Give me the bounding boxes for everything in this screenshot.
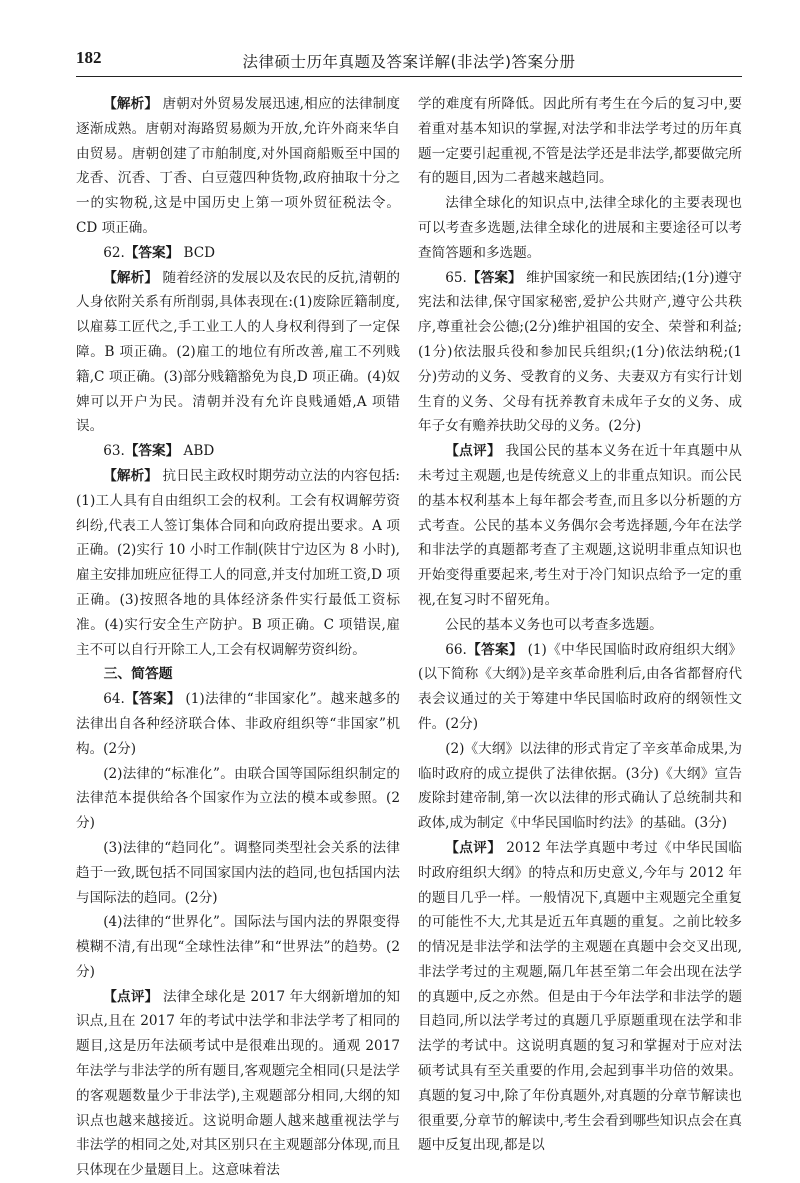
answer-label: 【答案】 [466, 641, 523, 658]
comment-label: 【点评】 [445, 839, 502, 856]
question-number: 65. [445, 269, 467, 286]
analysis-text: 随着经济的发展以及农民的反抗,清朝的人身依附关系有所削弱,具体表现在:(1)废除匠籍制度,以雇募工匠代之,手工业工人的人身权利得到了一定保障。B 项正确。(2)雇工的地位有所改善,雇工不列贱籍,C 项正确。(3)部分贱籍豁免为良,D 项正确。(4)奴婢可以开户为民。清朝并没有允许良贱通婚,A 项错误。 [76, 269, 400, 435]
comment-65 [418, 439, 742, 613]
comment-text: 2012 年法学真题中考过《中华民国临时政府组织大纲》的特点和历史意义,今年与 2012 年的题目几乎一样。一般情况下,真题中主观题完全重复的可能性不大,尤其是近五年真题的重复。之前比较多的情况是非法学和法学的主观题在真题中会交叉出现,非法学考过的主观题,隔几年甚至第二年会出现在法学的真题中,反之亦然。但是由于今年法学和非法学的题目趋同,所以法学考过的真题几乎原题重现在法学和非法学的考试中。这说明真题的复习和掌握对于应对法硕考试具有至关重要的作用,会起到事半功倍的效果。真题的复习中,除了年份真题外,对真题的分章节解读也很重要,分章节的解读中,考生会看到哪些知识点会在真题中反复出现,都是以 [418, 839, 742, 1154]
answer-66 [418, 638, 742, 737]
analysis-62 [76, 266, 400, 440]
page-number: 182 [76, 48, 102, 67]
comment-64-extra: 法律全球化的知识点中,法律全球化的主要表现也可以考查多选题,法律全球化的进展和主要途径可以考查简答题和多选题。 [418, 195, 742, 261]
left-column [76, 92, 400, 1183]
answer-label: 【答案】 [124, 691, 181, 708]
answer-label: 【答案】 [466, 269, 522, 286]
answer-65 [418, 266, 742, 440]
answer-63 [76, 439, 400, 464]
question-number: 64. [103, 691, 125, 708]
analysis-63 [76, 464, 400, 662]
answer-label: 【答案】 [124, 443, 180, 460]
right-column [418, 92, 742, 1158]
answer-66-point-2: (2)《大纲》以法律的形式肯定了辛亥革命成果,为临时政府的成立提供了法律依据。(3分)《大纲》宣告废除封建帝制,第一次以法律的形式确认了总统制共和政体,成为制定《中华民国临时约法》的基础。(3分) [418, 740, 742, 832]
question-number: 66. [445, 641, 467, 658]
comment-65-extra: 公民的基本义务也可以考查多选题。 [445, 616, 663, 633]
page-header [76, 44, 742, 77]
answer-64-point-3: (3)法律的“趋同化”。调整同类型社会关系的法律趋于一致,既包括不同国家国内法的趋同,也包括国内法与国际法的趋同。(2分) [76, 839, 400, 906]
analysis-text: 唐朝对外贸易发展迅速,相应的法律制度逐渐成熟。唐朝对海路贸易颇为开放,允许外商来华自由贸易。唐朝创建了市舶制度,对外国商船贩至中国的龙香、沉香、丁香、白豆蔻四种货物,政府抽取十分之一的实物税,这是中国历史上第一项外贸征税法令。CD 项正确。 [76, 96, 400, 236]
answer-text: (1)法律的“非国家化”。越来越多的法律出自各种经济联合体、非政府组织等“非国家”机构。(2分) [76, 691, 400, 757]
comment-label: 【点评】 [445, 443, 501, 460]
answer-62 [76, 241, 400, 266]
analysis-label: 【解析】 [103, 269, 159, 286]
comment-66 [418, 836, 742, 1158]
answer-64 [76, 687, 400, 761]
answer-text: (1)《中华民国临时政府组织大纲》(以下简称《大纲》)是辛亥革命胜利后,由各省都督府代表会议通过的关于筹建中华民国临时政府的纲领性文件。(2分) [418, 641, 743, 732]
answer-64-point-2: (2)法律的“标准化”。由联合国等国际组织制定的法律范本提供给各个国家作为立法的模本或参照。(2分) [76, 765, 400, 832]
analysis-label: 【解析】 [103, 96, 159, 112]
comment-text: 我国公民的基本义务在近十年真题中从未考过主观题,也是传统意义上的非重点知识。而公民的基本权利基本上每年都会考查,而且多以分析题的方式考查。公民的基本义务偶尔会考选择题,今年在法学和非法学的真题都考查了主观题,这说明非重点知识也开始变得重要起来,考生对于冷门知识点给予一定的重视,在复习时不留死角。 [418, 443, 742, 608]
answer-label: 【答案】 [124, 244, 180, 261]
comment-64 [76, 985, 400, 1183]
question-number: 62. [103, 244, 125, 261]
answer-64-point-4: (4)法律的“世界化”。国际法与国内法的界限变得模糊不清,有出现“全球性法律”和“世界法”的趋势。(2分) [76, 914, 400, 980]
comment-label: 【点评】 [103, 988, 159, 1005]
analysis-label: 【解析】 [103, 467, 159, 484]
answer-value: BCD [179, 244, 216, 261]
answer-value: ABD [179, 443, 215, 460]
answer-text: 维护国家统一和民族团结;(1分)遵守宪法和法律,保守国家秘密,爱护公共财产,遵守公共秩序,尊重社会公德;(2分)维护祖国的安全、荣誉和利益;(1分)依法服兵役和参加民兵组织;(1分)依法纳税;(1分)劳动的义务、受教育的义务、夫妻双方有实行计划生育的义务、父母有抚养教育未成年子女的义务、成年子女有赡养扶助父母的义务。(2分) [418, 269, 743, 435]
question-number: 63. [103, 443, 125, 460]
comment-text: 法律全球化是 2017 年大纲新增加的知识点,且在 2017 年的考试中法学和非法学考了相同的题目,这是历年法硕考试中是很难出现的。通观 2017 年法学与非法学的所有题目,客观题完全相同(只是法学的客观题数量少于非法学),主观题部分相同,大纲的知识点也越来越接近。这说明命题人越来越重视法学与非法学的相同之处,对其区别只在主观题部分体现,而且只体现在少量题目上。这意味着法 [76, 988, 401, 1179]
section-heading: 三、简答题 [103, 666, 173, 683]
analysis-text: 抗日民主政权时期劳动立法的内容包括:(1)工人具有自由组织工会的权利。工会有权调解劳资纠纷,代表工人签订集体合同和向政府提出要求。A 项正确。(2)实行 10 小时工作制(陕甘宁边区为 8 小时),雇主安排加班应征得工人的同意,并支付加班工资,D 项正确。(3)按照各地的具体经济条件实行最低工资标准。(4)实行安全生产防护。B 项正确。C 项错误,雇主不可以自行开除工人,工会有权调解劳资纠纷。 [76, 467, 401, 658]
analysis-61 [76, 92, 400, 241]
comment-64-continued: 学的难度有所降低。因此所有考生在今后的复习中,要着重对基本知识的掌握,对法学和非法学考过的历年真题一定要引起重视,不管是法学还是非法学,都要做完所有的题目,因为二者越来越趋同。 [418, 96, 742, 187]
running-title: 法律硕士历年真题及答案详解(非法学)答案分册 [242, 53, 576, 71]
